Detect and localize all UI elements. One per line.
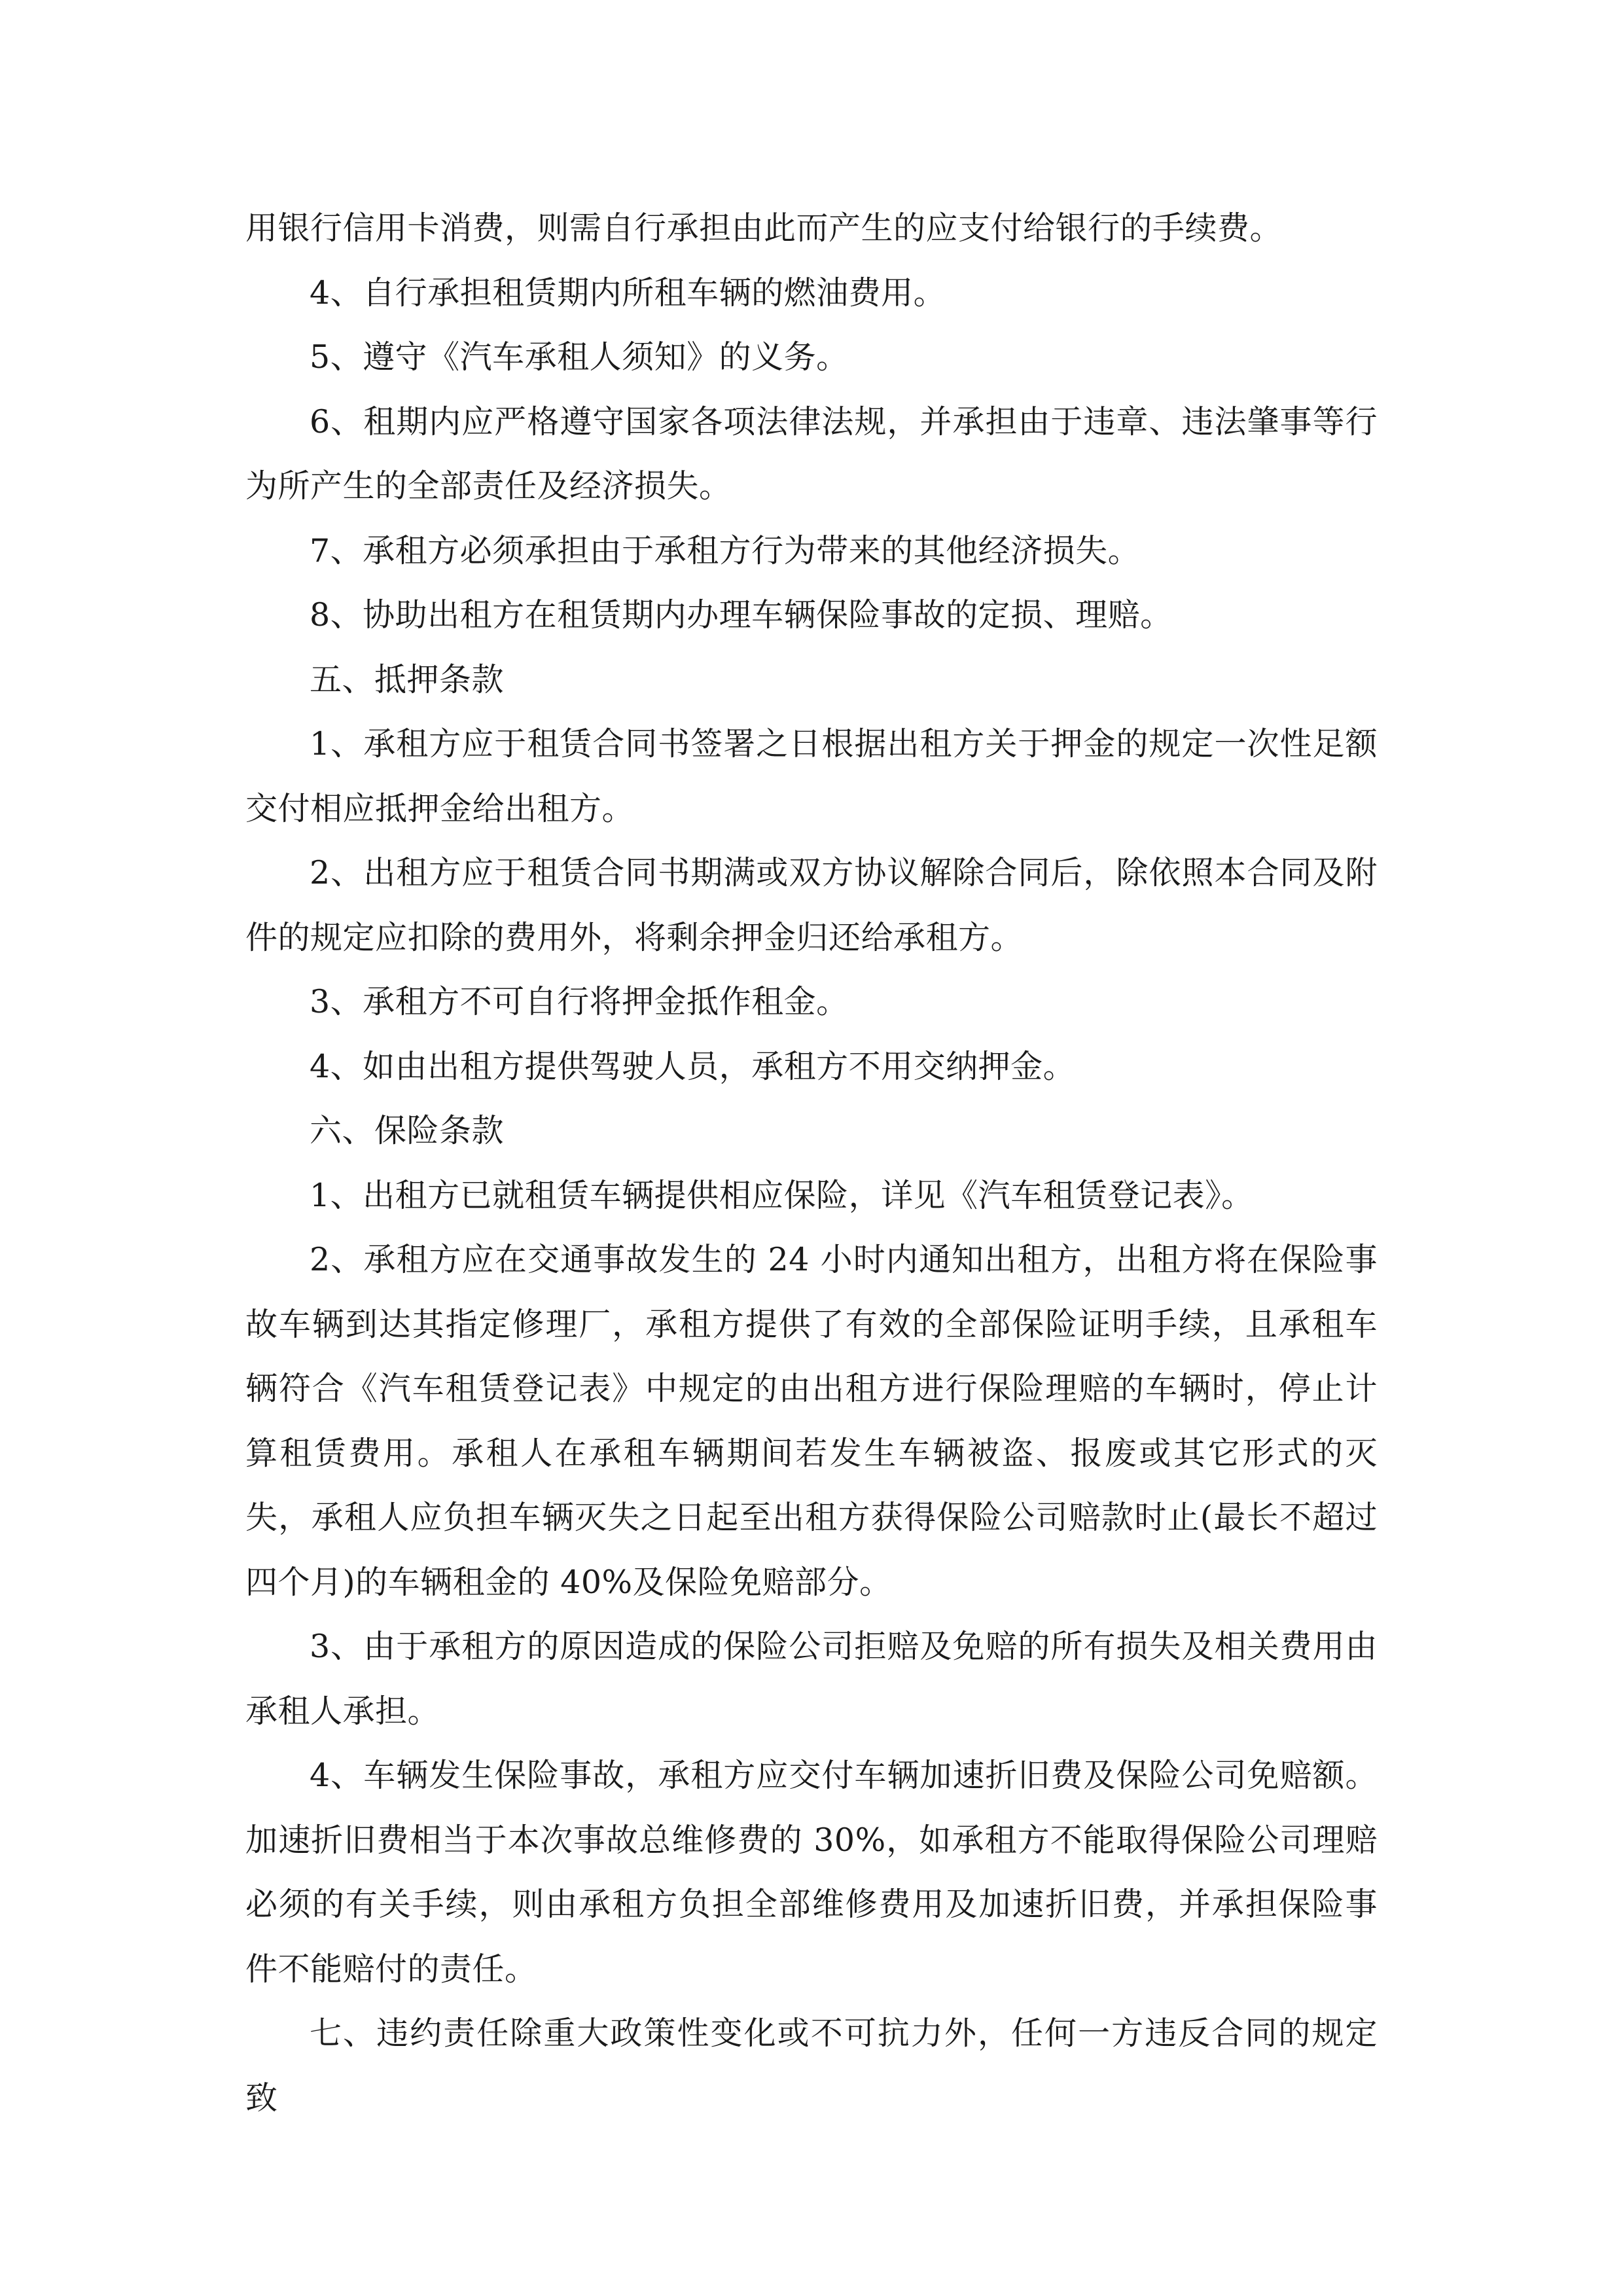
paragraph: 3、承租方不可自行将押金抵作租金。 [310, 983, 849, 1020]
paragraph: 2、承租方应在交通事故发生的 24 小时内通知出租方，出租方将在保险事故车辆到达其指定修理厂，承租方提供了有效的全部保险证明手续，且承租车辆符合《汽车租赁登记表》中规定的由出租方进行保险理赔的车辆时，停止计算租赁费用。承租人在承租车辆期间若发生车辆被盗、报废或其它形式的灭失，承租人应负担车辆灭失之日起至出租方获得保险公司赔款时止(最长不超过四个月)的车辆租金的 40%及保险免赔部分。 [245, 1241, 1378, 1601]
paragraph: 4、自行承担租赁期内所租车辆的燃油费用。 [310, 274, 946, 312]
paragraph: 1、出租方已就租赁车辆提供相应保险，详见《汽车租赁登记表》。 [310, 1176, 1254, 1214]
paragraph: 4、车辆发生保险事故，承租方应交付车辆加速折旧费及保险公司免赔额。加速折旧费相当于本次事故总维修费的 30%，如承租方不能取得保险公司理赔必须的有关手续，则由承租方负担全部维修费用及加速折旧费，并承担保险事件不能赔付的责任。 [245, 1757, 1378, 1988]
paragraph: 7、承租方必须承担由于承租方行为带来的其他经济损失。 [310, 531, 1141, 569]
section-heading: 五、抵押条款 [310, 660, 505, 698]
paragraph: 5、遵守《汽车承租人须知》的义务。 [310, 338, 849, 376]
paragraph: 用银行信用卡消费，则需自行承担由此而产生的应支付给银行的手续费。 [245, 209, 1283, 247]
paragraph: 七、违约责任除重大政策性变化或不可抗力外，任何一方违反合同的规定致 [245, 2015, 1378, 2117]
paragraph: 8、协助出租方在租赁期内办理车辆保险事故的定损、理赔。 [310, 596, 1173, 634]
paragraph: 3、由于承租方的原因造成的保险公司拒赔及免赔的所有损失及相关费用由承租人承担。 [245, 1628, 1378, 1730]
section-heading: 六、保险条款 [310, 1112, 505, 1149]
paragraph: 4、如由出租方提供驾驶人员，承租方不用交纳押金。 [310, 1047, 1076, 1085]
paragraph: 2、出租方应于租赁合同书期满或双方协议解除合同后，除依照本合同及附件的规定应扣除的费用外，将剩余押金归还给承租方。 [245, 854, 1378, 956]
paragraph: 1、承租方应于租赁合同书签署之日根据出租方关于押金的规定一次性足额交付相应抵押金给出租方。 [245, 725, 1378, 827]
document-body [245, 196, 1378, 2130]
paragraph: 6、租期内应严格遵守国家各项法律法规，并承担由于违章、违法肇事等行为所产生的全部责任及经济损失。 [245, 403, 1378, 505]
